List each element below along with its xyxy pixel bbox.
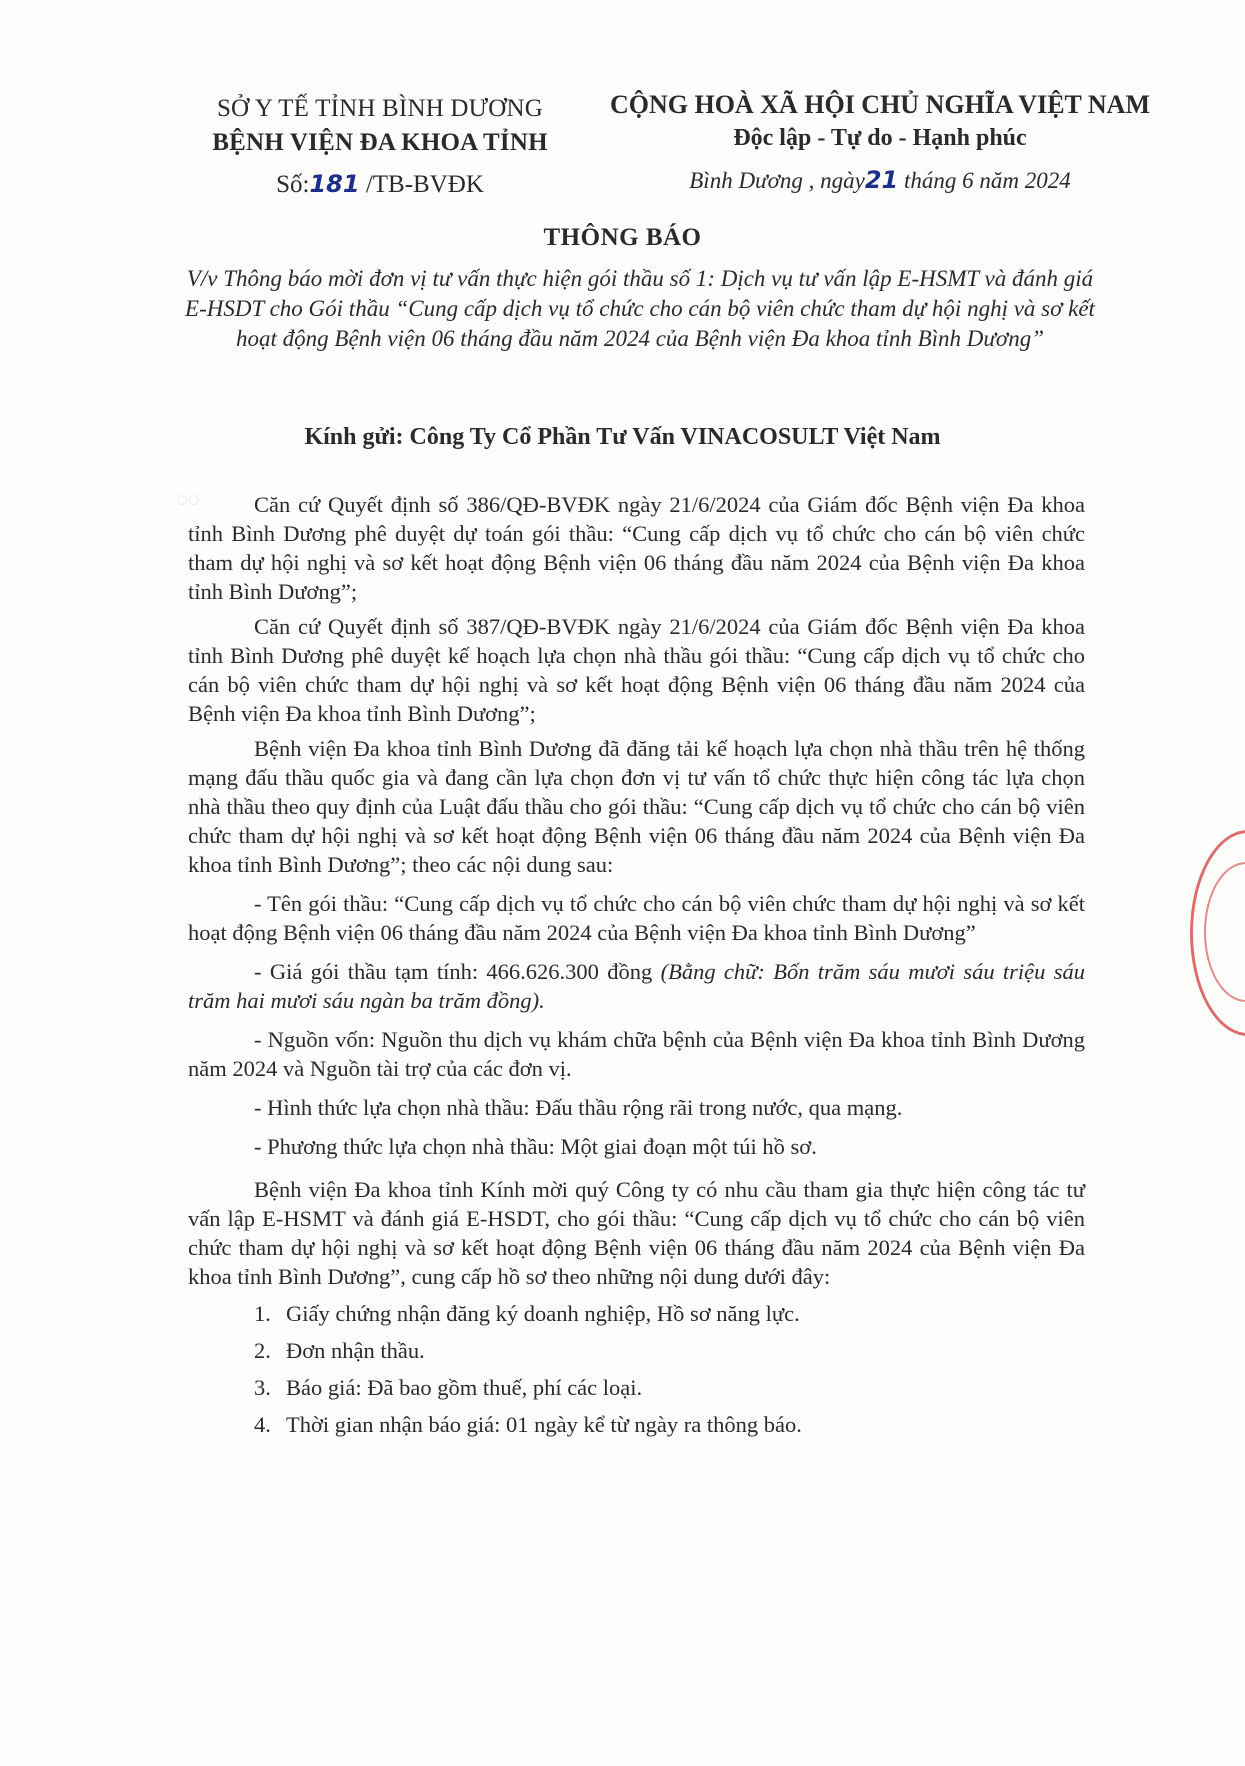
paragraph-basis-1: Căn cứ Quyết định số 386/QĐ-BVĐK ngày 21/6/2024 của Giám đốc Bệnh viện Đa khoa tỉnh Bình Dương phê duyệt dự toán gói thầu: “Cung cấp dịch vụ tổ chức cho cán bộ viên chức tham dự hội nghị và sơ kết hoạt động Bệnh viện 06 tháng đầu năm 2024 của Bệnh viện Đa khoa tỉnh Bình Dương”;	[188, 492, 1085, 604]
document-subject: V/v Thông báo mời đơn vị tư vấn thực hiện gói thầu số 1: Dịch vụ tư vấn lập E-HSMT và đánh giá E-HSDT cho Gói thầu “Cung cấp dịch vụ tổ chức cho cán bộ viên chức tham dự hội nghị và sơ kết hoạt động Bệnh viện 06 tháng đầu năm 2024 của Bệnh viện Đa khoa tỉnh Bình Dương”	[185, 266, 1095, 351]
national-motto: Độc lập - Tự do - Hạnh phúc	[733, 125, 1027, 151]
item-package-price	[188, 957, 1085, 1015]
list-item: 4. Thời gian nhận báo giá: 01 ngày kể từ ngày ra thông báo.	[254, 1412, 802, 1437]
document-number-handwritten: 181	[309, 170, 360, 198]
document-number-label: Số:	[276, 171, 310, 198]
issuer-department: SỞ Y TẾ TỈNH BÌNH DƯƠNG	[216, 95, 544, 122]
item-selection-method: - Phương thức lựa chọn nhà thầu: Một giai đoạn một túi hồ sơ.	[254, 1134, 817, 1159]
price-in-words: (Bằng chữ: Bốn trăm sáu mươi sáu triệu sáu trăm hai mươi sáu ngàn ba trăm đồng).	[188, 959, 1085, 1013]
paragraph-basis-2: Căn cứ Quyết định số 387/QĐ-BVĐK ngày 21/6/2024 của Giám đốc Bệnh viện Đa khoa tỉnh Bình Dương phê duyệt kế hoạch lựa chọn nhà thầu gói thầu: “Cung cấp dịch vụ tổ chức cho cán bộ viên chức tham dự hội nghị và sơ kết hoạt động Bệnh viện 06 tháng đầu năm 2024 của Bệnh viện Đa khoa tỉnh Bình Dương”;	[188, 614, 1085, 726]
faint-stamp-mark: ◌◌	[176, 489, 200, 511]
document-title: THÔNG BÁO	[543, 224, 702, 251]
paragraph-invitation: Bệnh viện Đa khoa tỉnh Kính mời quý Công ty có nhu cầu tham gia thực hiện công tác tư vấn lập E-HSMT và đánh giá E-HSDT, cho gói thầu: “Cung cấp dịch vụ tổ chức cho cán bộ viên chức tham dự hội nghị và sơ kết hoạt động Bệnh viện 06 tháng đầu năm 2024 của Bệnh viện Đa khoa tỉnh Bình Dương”, cung cấp hồ sơ theo những nội dung dưới đây:	[188, 1177, 1085, 1289]
paragraph-context: Bệnh viện Đa khoa tỉnh Bình Dương đã đăng tải kế hoạch lựa chọn nhà thầu trên hệ thống mạng đấu thầu quốc gia và đang cần lựa chọn đơn vị tư vấn tổ chức thực hiện công tác lựa chọn nhà thầu theo quy định của Luật đấu thầu cho gói thầu: “Cung cấp dịch vụ tổ chức cho cán bộ viên chức tham dự hội nghị và sơ kết hoạt động Bệnh viện 06 tháng đầu năm 2024 của Bệnh viện Đa khoa tỉnh Bình Dương”; theo các nội dung sau:	[188, 736, 1085, 877]
list-item: 3. Báo giá: Đã bao gồm thuế, phí các loại.	[254, 1375, 643, 1400]
price-amount: - Giá gói thầu tạm tính: 466.626.300 đồng	[254, 959, 661, 984]
issuer-hospital: BỆNH VIỆN ĐA KHOA TỈNH	[212, 129, 548, 156]
date-suffix: tháng 6 năm 2024	[898, 168, 1071, 193]
item-package-name: - Tên gói thầu: “Cung cấp dịch vụ tổ chức cho cán bộ viên chức tham dự hội nghị và sơ kết hoạt động Bệnh viện 06 tháng đầu năm 2024 của Bệnh viện Đa khoa tỉnh Bình Dương”	[188, 891, 1085, 945]
required-documents-list	[188, 1299, 1085, 1439]
date-day-handwritten: 21	[864, 166, 899, 194]
national-name: CỘNG HOÀ XÃ HỘI CHỦ NGHĨA VIỆT NAM	[609, 90, 1151, 119]
date-prefix: Bình Dương , ngày	[689, 168, 865, 193]
addressee: Kính gửi: Công Ty Cổ Phần Tư Vấn VINACOSULT Việt Nam	[304, 424, 941, 450]
list-item: 2. Đơn nhận thầu.	[254, 1338, 425, 1363]
issuer-header	[190, 92, 570, 199]
document-date	[590, 166, 1170, 194]
document-body	[188, 490, 1085, 1447]
list-item: 1. Giấy chứng nhận đăng ký doanh nghiệp, Hồ sơ năng lực.	[254, 1301, 800, 1326]
item-funding-source: - Nguồn vốn: Nguồn thu dịch vụ khám chữa bệnh của Bệnh viện Đa khoa tỉnh Bình Dương năm 2024 và Nguồn tài trợ của các đơn vị.	[188, 1027, 1085, 1081]
national-header	[590, 88, 1170, 194]
document-number-suffix: /TB-BVĐK	[365, 171, 484, 198]
document-number	[190, 170, 570, 199]
item-selection-form: - Hình thức lựa chọn nhà thầu: Đấu thầu rộng rãi trong nước, qua mạng.	[254, 1095, 903, 1120]
